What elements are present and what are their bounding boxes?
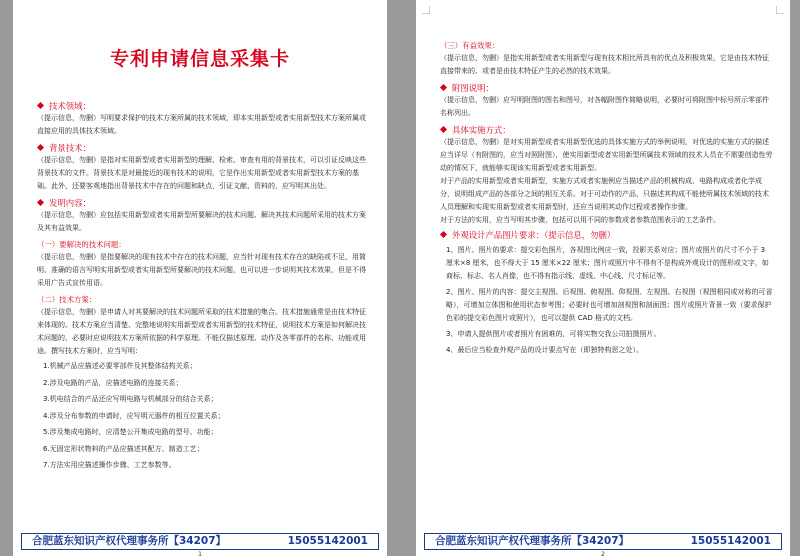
diamond-bullet-icon: [440, 126, 447, 133]
paragraph-technical-solution: （提示信息，勿删）是申请人对其要解决的技术问题所采取的技术措施的集合。技术措施通常是由技术特征来体现的。技术方案应当清楚、完整地说明实用新型或者实用新型的技术特征，说明技术方案是如何解决技术问题的，必要时应说明技术方案所依据的科学原理。不能仅描述原理、动作及各零部件的名称、功能或用途。撰写技术方案时，应当写明：: [37, 308, 366, 355]
paragraph-invention-content: （提示信息，勿删）应包括实用新型或者实用新型所要解决的技术问题、解决其技术问题所采用的技术方案及其有益效果。: [37, 211, 366, 232]
document-page-1: [13, 0, 387, 556]
list-item: 1.机械产品应描述必要零部件及其整体结构关系；: [43, 362, 197, 370]
list-item: 4.涉及分布参数的申请时，应写明元器件的相互位置关系；: [43, 411, 225, 420]
paragraph-technical-field: （提示信息，勿删）写明要求保护的技术方案所属的技术领域，即本实用新型或者实用新型技术方案所属或直接应用的具体技术领域。: [37, 114, 366, 135]
section-heading-embodiment: 具体实施方式：: [440, 124, 774, 136]
section-heading-background: 背景技术：: [37, 142, 371, 154]
footer-bar: [424, 533, 782, 550]
list-item: 7.方法实用应描述操作步骤、工艺参数等。: [43, 461, 176, 469]
footer-bar: [21, 533, 379, 550]
footer-phone: 15055142001: [287, 535, 368, 547]
diamond-bullet-icon: [37, 102, 44, 109]
subheading-beneficial-effects: （三）有益效果：: [440, 41, 500, 50]
page-number: 1: [198, 551, 202, 556]
document-page-2: [416, 0, 790, 556]
paragraph-embodiment: （提示信息，勿删）是对实用新型或者实用新型优选的具体实施方式的举例说明，对优选的实施方式的描述应当详尽（有附图的，应当对照附图），使实用新型或者实用新型所属技术领域的技术人员在不需要创造性劳动的情况下，就能够实现该实用新型或者实用新型。: [440, 138, 773, 172]
paragraph-background: （提示信息，勿删）是指对实用新型或者实用新型的理解、检索、审查有用的背景技术，可以引证反映这些背景技术的文件。背景技术是对最接近的现有技术的说明，它是作出实用新型或者实用新型技术方案的基础。此外，还要客观地指出背景技术中存在的问题和缺点，引证文献、资料的，应写明其出处。: [37, 156, 366, 190]
page-1-content: [37, 100, 371, 474]
paragraph-embodiment-products: 对于产品的实用新型或者实用新型，实施方式或者实施例应当描述产品的机械构成、电路构成或者化学成分，说明组成产品的各部分之间的相互关系。对于可动作的产品，只描述其构成不能使所属技术领域的技术人员理解和实现实用新型或者实用新型时，还应当说明其动作过程或者操作步骤。: [440, 177, 769, 211]
subheading-problem: （一）要解决的技术问题：: [37, 240, 126, 249]
paragraph-problem: （提示信息，勿删）是指要解决的现有技术中存在的技术问题，应当针对现有技术存在的缺陷或不足，用简明、准确的语言写明实用新型或者实用新型所要解决的技术问题，也可以进一步说明其技术效果，但是不得采用广告式宣传用语。: [37, 253, 366, 287]
section-heading-drawings: 附图说明：: [440, 82, 774, 94]
list-item: 4、最后应当检查外观产品的设计要点写在（即独特构思之处）。: [446, 346, 643, 354]
crop-mark-icon: [776, 6, 784, 14]
list-item: 1、图片、照片的要求：提交彩色照片，各视图比例应一致，投影关系对应；图片或照片的尺寸不小于 3 厘米×8 厘米，也不得大于 15 厘米×22 厘米；图片或照片中不得有不是构成外观设计的图形或文字，如商标、标志、名人肖像，也不得有指示线、虚线、中心线、尺寸标记等。: [446, 246, 769, 280]
section-heading-design-images: 外观设计产品图片要求：（提示信息，勿删）: [440, 229, 774, 241]
list-item: 5.涉及集成电路时，应清楚公开集成电路的型号、功能；: [43, 428, 218, 436]
page-gutter: [387, 0, 416, 556]
paragraph-embodiment-methods: 对于方法的实用，应当写明其步骤，包括可以用不同的参数或者参数范围表示的工艺条件。: [440, 216, 720, 224]
list-item: 3.机电结合的产品还应写明电路与机械部分的结合关系；: [43, 395, 218, 403]
page-title: 专利申请信息采集卡: [109, 48, 290, 70]
list-item: 6.无固定形状物料的产品应描述其配方、制造工艺；: [43, 444, 204, 453]
crop-mark-icon: [422, 6, 430, 14]
diamond-bullet-icon: [440, 231, 447, 238]
paragraph-beneficial-effects: （提示信息，勿删）是指实用新型或者实用新型与现有技术相比所具有的优点及积极效果，它是由技术特征直接带来的、或者是由技术特征产生的必然的技术效果。: [440, 54, 769, 75]
diamond-bullet-icon: [37, 199, 44, 206]
diamond-bullet-icon: [440, 84, 447, 91]
section-heading-invention-content: 发明内容：: [37, 197, 371, 209]
list-item: 2.涉及电路的产品，应描述电路的连接关系；: [43, 378, 183, 387]
paragraph-drawings: （提示信息，勿删）应写明附图的图名和图号，对各幅附图作简略说明，必要时可将附图中标号所示零部件名称列出。: [440, 96, 769, 117]
list-item: 3、申请人提供图片或者照片有困难的，可将实物交我公司拍摄照片。: [446, 330, 661, 338]
footer-company: 合肥蓝东知识产权代理事务所【34207】: [435, 535, 630, 547]
diamond-bullet-icon: [37, 144, 44, 151]
subheading-technical-solution: （二）技术方案：: [37, 295, 97, 304]
list-item: 2、图片、照片的内容：提交主视图、后视图、俯视图、仰视图、左视图、右视图（视图相同或对称的可省略），可增加立体图和使用状态参考图；必要时也可增加剖视图和剖面图；图片或照片背景一致（要求保护色彩的提交彩色图片或照片），也可以提供 CAD 格式的文档。: [446, 288, 773, 322]
page-number: 2: [601, 551, 605, 556]
section-heading-technical-field: 技术领域：: [37, 100, 371, 112]
footer-phone: 15055142001: [690, 535, 771, 547]
page-2-content: [440, 40, 774, 357]
footer-company: 合肥蓝东知识产权代理事务所【34207】: [32, 535, 227, 547]
